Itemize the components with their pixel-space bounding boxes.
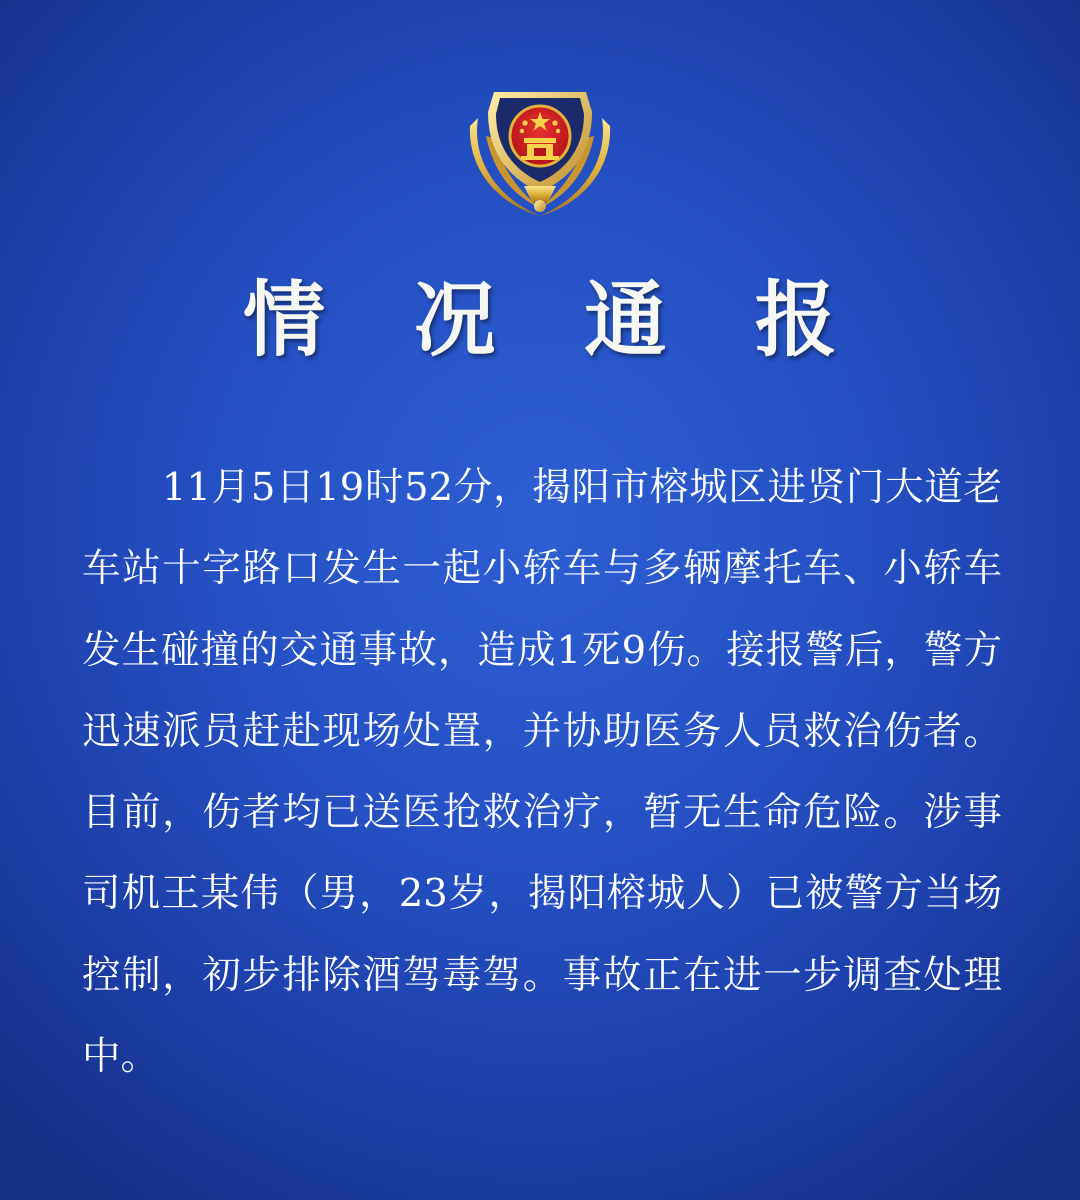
police-emblem-icon xyxy=(464,78,616,226)
notice-body: 11月5日19时52分，揭阳市榕城区进贤门大道老车站十字路口发生一起小轿车与多辆摩托车、小轿车发生碰撞的交通事故，造成1死9伤。接报警后，警方迅速派员赶赴现场处置，并协助医务人员救治伤者。目前，伤者均已送医抢救治疗，暂无生命危险。涉事司机王某伟（男，23岁，揭阳榕城人）已被警方当场控制，初步排除酒驾毒驾。事故正在进一步调查处理中。 xyxy=(82,465,1002,1080)
page-title: 情 况 通 报 xyxy=(243,272,867,368)
